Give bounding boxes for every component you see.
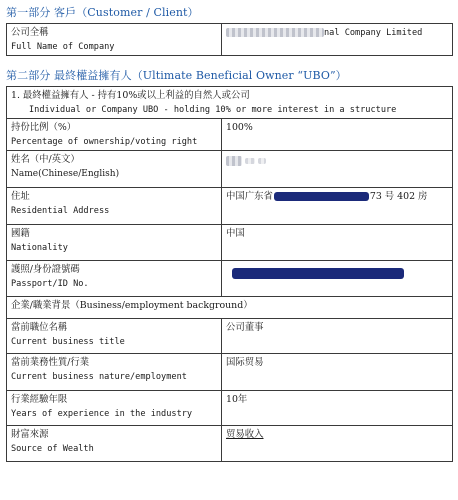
company-name-label-en: Full Name of Company <box>11 42 115 52</box>
passport-redaction <box>232 268 404 279</box>
name-row <box>7 151 453 188</box>
address-value <box>226 190 448 204</box>
address-redaction <box>274 192 369 201</box>
name-redaction-1 <box>226 156 242 166</box>
wealth-value: 贸易收入 <box>226 429 264 440</box>
passport-label-zh: 護照/身份證號碼 <box>11 264 80 275</box>
title-value: 公司董事 <box>226 322 264 333</box>
customer-table <box>6 23 453 56</box>
section1-title: 第一部分 客戶（Customer / Client） <box>6 6 199 19</box>
business-heading: 企業/職業背景（Business/employment background） <box>11 300 253 311</box>
title-value-cell <box>222 319 453 354</box>
company-name-value-cell <box>222 24 453 56</box>
ubo-heading-cell <box>7 87 453 119</box>
nature-label-en: Current business nature/employment <box>11 372 187 382</box>
passport-label-en: Passport/ID No. <box>11 279 89 289</box>
nationality-label-en: Nationality <box>11 243 68 253</box>
address-label-zh: 住址 <box>11 191 30 202</box>
nature-value: 国际贸易 <box>226 357 264 368</box>
name-label-cell <box>7 151 222 188</box>
wealth-value-cell <box>222 426 453 462</box>
nationality-value-cell <box>222 225 453 261</box>
redaction-mark <box>226 28 324 37</box>
experience-value: 10年 <box>226 394 248 405</box>
ubo-table <box>6 86 453 462</box>
address-label-cell <box>7 188 222 225</box>
form-page <box>6 4 452 462</box>
business-heading-cell <box>7 297 453 319</box>
wealth-label-zh: 財富來源 <box>11 429 49 440</box>
title-row <box>7 319 453 354</box>
title-label-en: Current business title <box>11 337 125 347</box>
experience-label-cell <box>7 391 222 426</box>
experience-label-zh: 行業經驗年限 <box>11 394 68 405</box>
ownership-label-zh: 持份比例（%） <box>11 122 77 133</box>
company-name-label-cell <box>7 24 222 56</box>
passport-row <box>7 261 453 297</box>
company-name-visible-text: nal Company Limited <box>324 28 423 38</box>
ownership-label-en: Percentage of ownership/voting right <box>11 137 198 147</box>
nature-row <box>7 354 453 391</box>
passport-label-cell <box>7 261 222 297</box>
ownership-row <box>7 119 453 151</box>
title-label-zh: 當前職位名稱 <box>11 322 68 333</box>
nationality-label-zh: 國籍 <box>11 228 30 239</box>
address-label-en: Residential Address <box>11 206 110 216</box>
experience-row <box>7 391 453 426</box>
passport-value <box>226 263 448 281</box>
nationality-row <box>7 225 453 261</box>
ownership-value: 100% <box>226 122 253 133</box>
wealth-row <box>7 426 453 462</box>
company-name-row <box>7 24 453 56</box>
address-prefix: 中国广东省 <box>226 191 273 202</box>
ubo-heading-en: Individual or Company UBO - holding 10% or more interest in a structure <box>29 105 397 115</box>
nationality-value: 中国 <box>226 228 245 239</box>
company-name-label-zh: 公司全稱 <box>11 27 49 38</box>
ubo-heading-row <box>7 87 453 119</box>
section2-title: 第二部分 最終權益擁有人（Ultimate Beneficial Owner “UBO”） <box>6 69 347 82</box>
ubo-heading-zh: 1. 最終權益擁有人 - 持有10%或以上利益的自然人或公司 <box>11 90 250 101</box>
name-value-cell <box>222 151 453 188</box>
title-label-cell <box>7 319 222 354</box>
ownership-label-cell <box>7 119 222 151</box>
name-redaction-2 <box>245 158 255 164</box>
experience-value-cell <box>222 391 453 426</box>
nature-label-zh: 當前業務性質/行業 <box>11 357 90 368</box>
business-heading-row <box>7 297 453 319</box>
name-label-en: Name(Chinese/English) <box>11 169 120 179</box>
name-label-zh: 姓名（中/英文） <box>11 154 80 165</box>
name-redaction-3 <box>258 158 266 164</box>
wealth-label-cell <box>7 426 222 462</box>
company-name-value <box>226 26 448 40</box>
name-value <box>226 153 448 167</box>
address-value-cell <box>222 188 453 225</box>
nature-label-cell <box>7 354 222 391</box>
experience-label-en: Years of experience in the industry <box>11 409 193 419</box>
ownership-value-cell <box>222 119 453 151</box>
passport-value-cell <box>222 261 453 297</box>
wealth-label-en: Source of Wealth <box>11 444 94 454</box>
address-suffix: 73 号 402 房 <box>369 191 428 202</box>
nationality-label-cell <box>7 225 222 261</box>
address-row <box>7 188 453 225</box>
nature-value-cell <box>222 354 453 391</box>
